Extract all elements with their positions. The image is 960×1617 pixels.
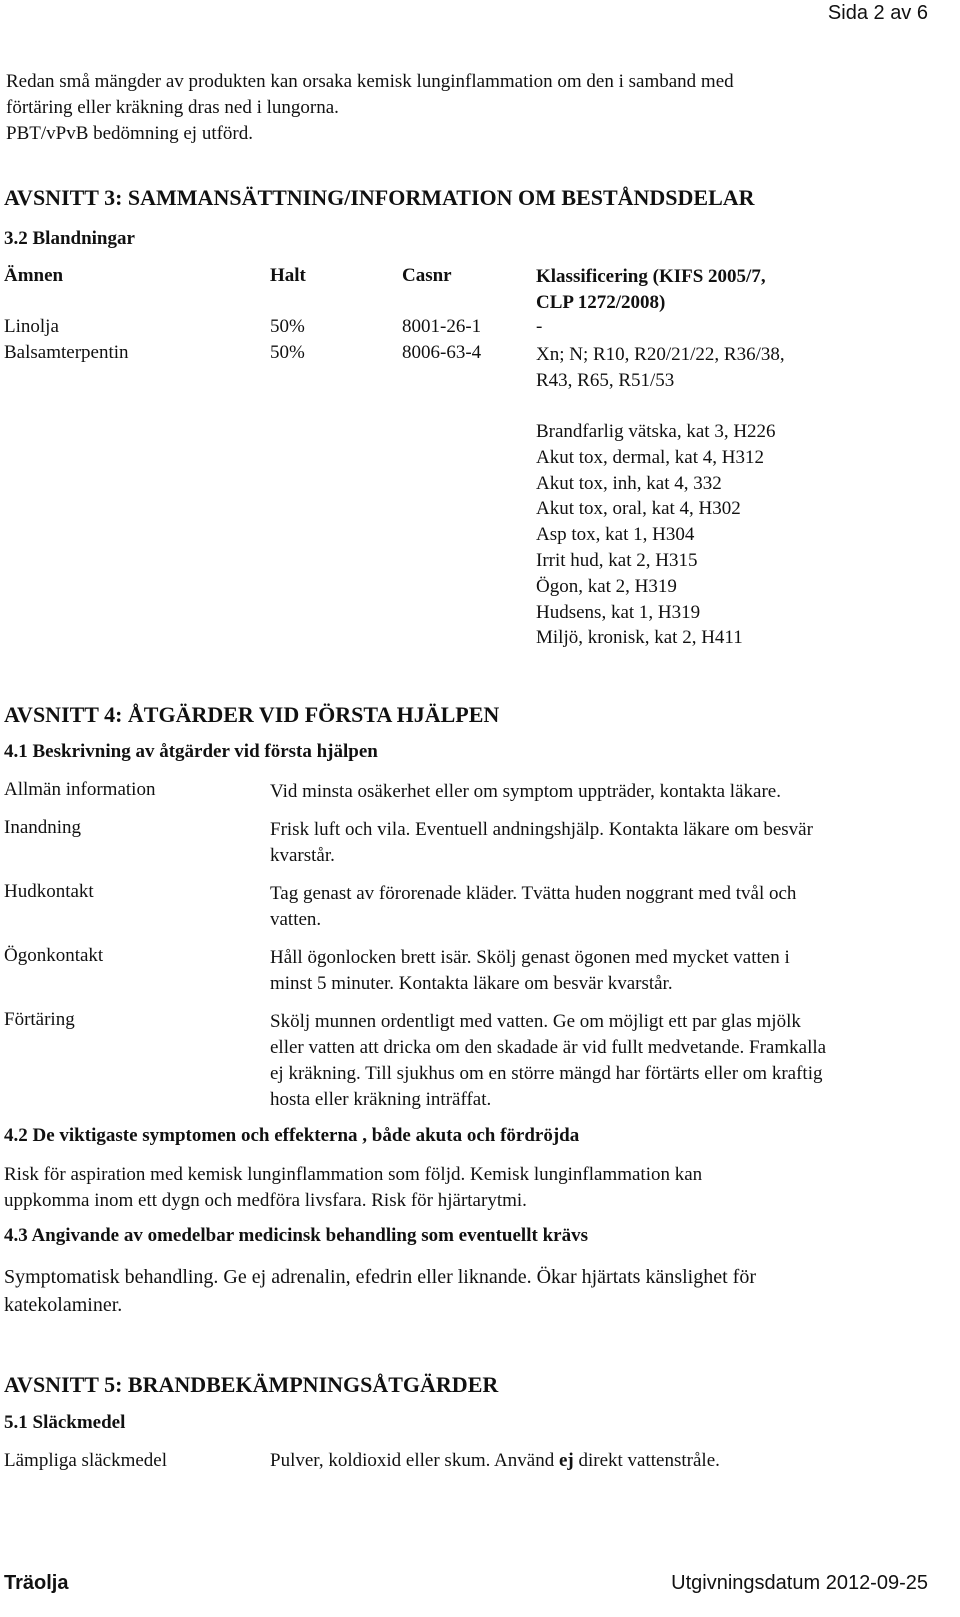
first-aid-text-line: Vid minsta osäkerhet eller om symptom uppträder, kontakta läkare. [270,781,781,802]
clp-classification-item: Akut tox, oral, kat 4, H302 [536,498,741,520]
section-5-1-subheading: 5.1 Släckmedel [4,1412,126,1433]
first-aid-text-general [270,779,781,805]
section-5-heading: AVSNITT 5: BRANDBEKÄMPNINGSÅTGÄRDER [4,1372,499,1397]
first-aid-text-line: kvarstår. [270,845,335,866]
extinguishing-text-emphasis: ej [558,1450,574,1471]
row-linolja-content: 50% [270,316,305,337]
first-aid-label-skin: Hudkontakt [4,881,94,902]
clp-classification-item: Hudsens, kat 1, H319 [536,601,701,623]
clp-classification-item: Asp tox, kat 1, H304 [536,524,695,546]
row-linolja-classification: - [536,316,543,337]
row-balsamterpentin-classification [536,342,785,394]
intro-line: PBT/vPvB bedömning ej utförd. [6,123,253,144]
page-indicator: Sida 2 av 6 [827,2,928,24]
first-aid-label-eyes: Ögonkontakt [4,945,104,966]
row-balsamterpentin-substance: Balsamterpentin [4,342,129,363]
intro-line: förtäring eller kräkning dras ned i lungorna. [6,97,339,118]
first-aid-label-inhalation: Inandning [4,817,82,838]
classification-line: R43, R65, R51/53 [536,369,675,391]
column-header-content: Halt [270,265,306,286]
first-aid-text-line: Frisk luft och vila. Eventuell andningshjälp. Kontakta läkare om besvär [270,819,813,840]
row-linolja-casnr: 8001-26-1 [402,316,482,337]
extinguishing-text-part: direkt vattenstråle. [573,1450,720,1471]
first-aid-text-line: Skölj munnen ordentligt med vatten. Ge om möjligt ett par glas mjölk [270,1011,801,1032]
footer-issue-date: Utgivningsdatum 2012-09-25 [671,1572,928,1594]
column-header-casnr: Casnr [402,265,452,286]
first-aid-text-ingestion [270,1009,826,1113]
first-aid-text-line: vatten. [270,909,322,930]
column-header-substance: Ämnen [4,265,64,286]
classification-line: Xn; N; R10, R20/21/22, R36/38, [536,344,785,365]
extinguishing-text-part: Pulver, koldioxid eller skum. Använd [270,1450,559,1471]
classification-header-line: CLP 1272/2008) [536,291,666,313]
first-aid-text-skin [270,881,796,933]
clp-classification-item: Akut tox, dermal, kat 4, H312 [536,446,764,468]
first-aid-label-general: Allmän information [4,779,156,800]
classification-header-line: Klassificering (KIFS 2005/7, [536,266,766,287]
treatment-line: Symptomatisk behandling. Ge ej adrenalin, efedrin eller liknande. Ökar hjärtats känslighet för [4,1266,756,1288]
first-aid-label-ingestion: Förtäring [4,1009,75,1030]
first-aid-text-line: ej kräkning. Till sjukhus om en större mängd har förtärts eller om kraftig [270,1063,823,1084]
column-header-classification [536,264,766,316]
treatment-line: katekolaminer. [4,1294,123,1316]
clp-classification-item: Miljö, kronisk, kat 2, H411 [536,627,743,649]
treatment-paragraph [4,1263,756,1319]
clp-classification-list [536,419,776,651]
clp-classification-item: Brandfarlig vätska, kat 3, H226 [536,421,776,442]
symptoms-line: uppkomma inom ett dygn och medföra livsfara. Risk för hjärtarytmi. [4,1190,527,1211]
section-3-heading: AVSNITT 3: SAMMANSÄTTNING/INFORMATION OM BESTÅNDSDELAR [4,185,755,210]
clp-classification-item: Ögon, kat 2, H319 [536,575,677,597]
clp-classification-item: Akut tox, inh, kat 4, 332 [536,472,722,494]
section-4-heading: AVSNITT 4: ÅTGÄRDER VID FÖRSTA HJÄLPEN [4,702,500,727]
first-aid-text-inhalation [270,817,813,869]
intro-line: Redan små mängder av produkten kan orsaka kemisk lunginflammation om den i samband med [6,71,734,92]
section-4-2-subheading: 4.2 De viktigaste symptomen och effekterna , både akuta och fördröjda [4,1125,580,1146]
extinguishing-media-text [270,1450,720,1472]
first-aid-text-eyes [270,945,790,997]
symptoms-paragraph [4,1162,702,1214]
section-4-1-subheading: 4.1 Beskrivning av åtgärder vid första hjälpen [4,741,378,762]
first-aid-text-line: minst 5 minuter. Kontakta läkare om besvär kvarstår. [270,973,673,994]
first-aid-text-line: hosta eller kräkning inträffat. [270,1089,492,1110]
intro-paragraph [6,69,734,147]
row-balsamterpentin-content: 50% [270,342,305,363]
symptoms-line: Risk för aspiration med kemisk lunginflammation som följd. Kemisk lunginflammation kan [4,1164,703,1185]
first-aid-text-line: Håll ögonlocken brett isär. Skölj genast ögonen med mycket vatten i [270,947,790,968]
clp-classification-item: Irrit hud, kat 2, H315 [536,549,698,571]
first-aid-text-line: Tag genast av förorenade kläder. Tvätta huden noggrant med tvål och [270,883,797,904]
footer-product-name: Träolja [4,1572,69,1594]
section-4-3-subheading: 4.3 Angivande av omedelbar medicinsk behandling som eventuellt krävs [4,1225,588,1246]
row-balsamterpentin-casnr: 8006-63-4 [402,342,482,363]
row-linolja-substance: Linolja [4,316,59,337]
section-3-2-subheading: 3.2 Blandningar [4,228,135,249]
extinguishing-media-label: Lämpliga släckmedel [4,1450,168,1471]
first-aid-text-line: eller vatten att dricka om den skadade är vid fullt medvetande. Framkalla [270,1037,827,1058]
